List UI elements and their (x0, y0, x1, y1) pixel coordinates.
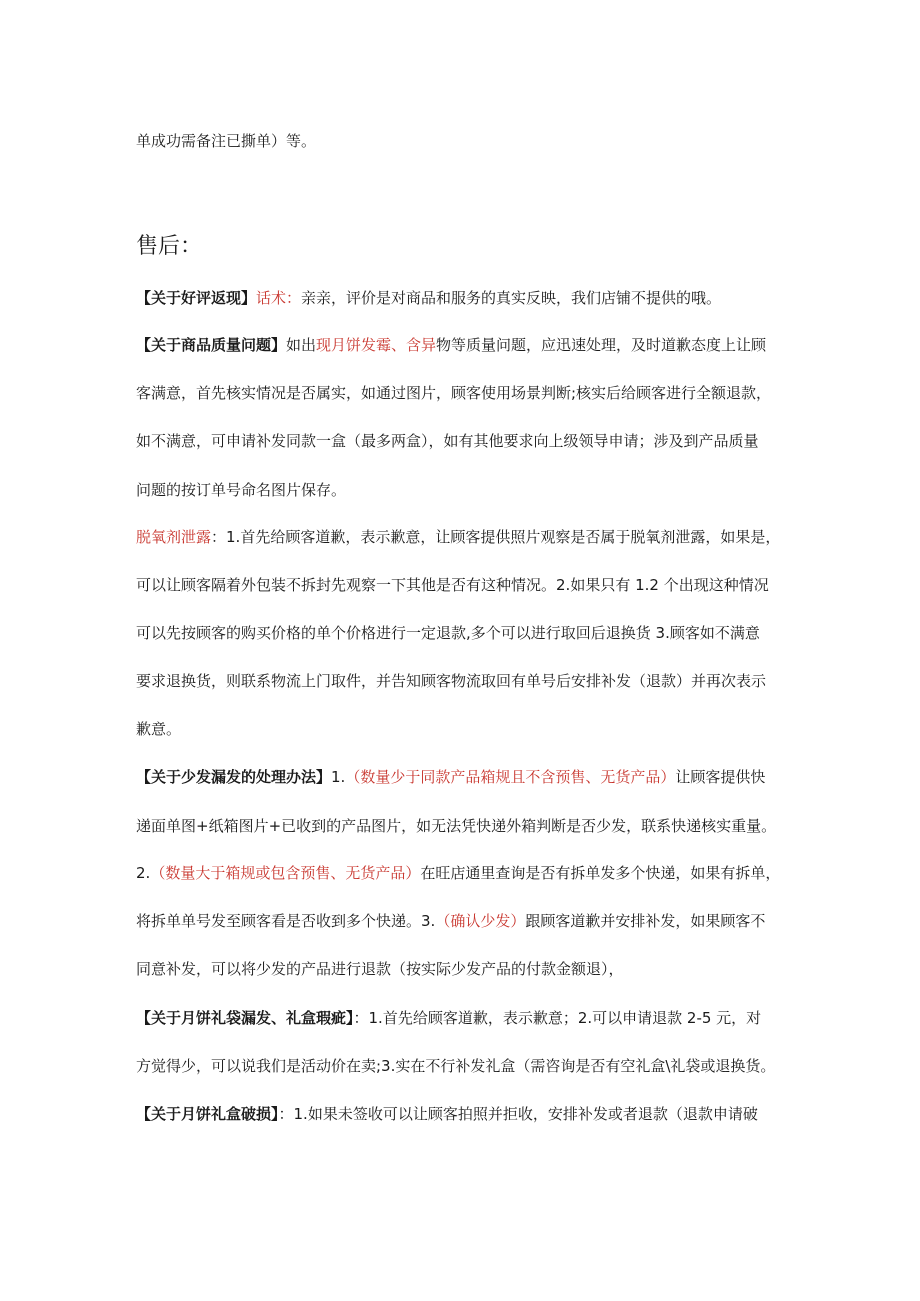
paragraph-quality-line-2: 客满意，首先核实情况是否属实，如通过图片，顾客使用场景判断;核实后给顾客进行全额退款， (136, 384, 772, 402)
missing-text-b: 在旺店通里查询是否有拆单发多个快递，如果有拆单， (420, 864, 781, 882)
intro-tail-line (136, 130, 796, 152)
paragraph-deoxidizer-line-4: 要求退换货，则联系物流上门取件，并告知顾客物流取回有单号后安排补发（退款）并再次表示 (136, 672, 767, 690)
label-deoxidizer: 脱氧剂泄露 (136, 528, 212, 546)
giftbag-text-a: ：1.首先给顾客道歉，表示歉意；2.可以申请退款 2-5 元，对 (353, 1009, 762, 1027)
paragraph-giftbag-line-1 (136, 1007, 796, 1029)
paragraph-quality-line-1 (136, 334, 796, 356)
quality-text-a: 如出 (286, 336, 317, 354)
good-review-text: 亲亲，评价是对商品和服务的真实反映，我们店铺不提供的哦。 (301, 289, 722, 307)
paragraph-deoxidizer-line-1 (136, 526, 796, 548)
missing-text-a: 让顾客提供快 (675, 768, 766, 786)
script-tag: 话术： (256, 289, 302, 307)
paragraph-good-review (136, 287, 796, 309)
missing-text-d: 跟顾客道歉并安排补发，如果顾客不 (525, 912, 766, 930)
paragraph-deoxidizer-line-5: 歉意。 (136, 720, 182, 738)
missing-red-2: （数量大于箱规或包含预售、无货产品） (150, 864, 421, 882)
section-title: 售后： (136, 234, 203, 259)
paragraph-missing-line-4 (136, 910, 796, 932)
missing-text-c: 将拆单单号发至顾客看是否收到多个快递。3. (136, 912, 436, 930)
missing-red-1: （数量少于同款产品箱规且不含预售、无货产品） (345, 768, 676, 786)
paragraph-giftbag-line-2: 方觉得少，可以说我们是活动价在卖;3.实在不行补发礼盒（需咨询是否有空礼盒\礼袋或退换货。 (136, 1057, 776, 1075)
missing-text-num: 1. (331, 768, 346, 786)
paragraph-missing-line-2: 递面单图+纸箱图片+已收到的产品图片，如无法凭快递外箱判断是否少发，联系快递核实重量。 (136, 817, 777, 835)
paragraph-missing-line-1 (136, 766, 796, 788)
deoxidizer-text-a: ：1.首先给顾客道歉，表示歉意，让顾客提供照片观察是否属于脱氧剂泄露，如果是， (211, 528, 781, 546)
missing-num-2: 2. (136, 864, 151, 882)
paragraph-damaged-line-1 (136, 1103, 796, 1125)
paragraph-quality-line-3: 如不满意，可申请补发同款一盒（最多两盒），如有其他要求向上级领导申请；涉及到产品质量 (136, 432, 759, 450)
missing-red-3: （确认少发） (435, 912, 526, 930)
label-giftbag: 【关于月饼礼袋漏发、礼盒瑕疵】 (136, 1009, 354, 1027)
label-missing: 【关于少发漏发的处理办法】 (136, 768, 332, 786)
paragraph-quality-line-4: 问题的按订单号命名图片保存。 (136, 481, 347, 499)
damaged-text-a: ：1.如果未签收可以让顾客拍照并拒收，安排补发或者退款（退款申请破 (278, 1105, 758, 1123)
label-quality: 【关于商品质量问题】 (136, 336, 287, 354)
paragraph-deoxidizer-line-3: 可以先按顾客的购买价格的单个价格进行一定退款,多个可以进行取回后退换货 3.顾客如不满意 (136, 624, 760, 642)
quality-red-text: 现月饼发霉、含异 (316, 336, 437, 354)
paragraph-deoxidizer-line-2: 可以让顾客隔着外包装不拆封先观察一下其他是否有这种情况。2.如果只有 1.2 个出现这种情况 (136, 576, 769, 594)
paragraph-missing-line-5: 同意补发，可以将少发的产品进行退款（按实际少发产品的付款金额退）， (136, 960, 624, 978)
quality-text-b: 物等质量问题，应迅速处理，及时道歉态度上让顾 (436, 336, 767, 354)
paragraph-missing-line-3 (136, 862, 796, 884)
label-good-review: 【关于好评返现】 (136, 289, 257, 307)
label-damaged: 【关于月饼礼盒破损】 (136, 1105, 279, 1123)
intro-tail-text: 单成功需备注已撕单）等。 (136, 132, 317, 150)
